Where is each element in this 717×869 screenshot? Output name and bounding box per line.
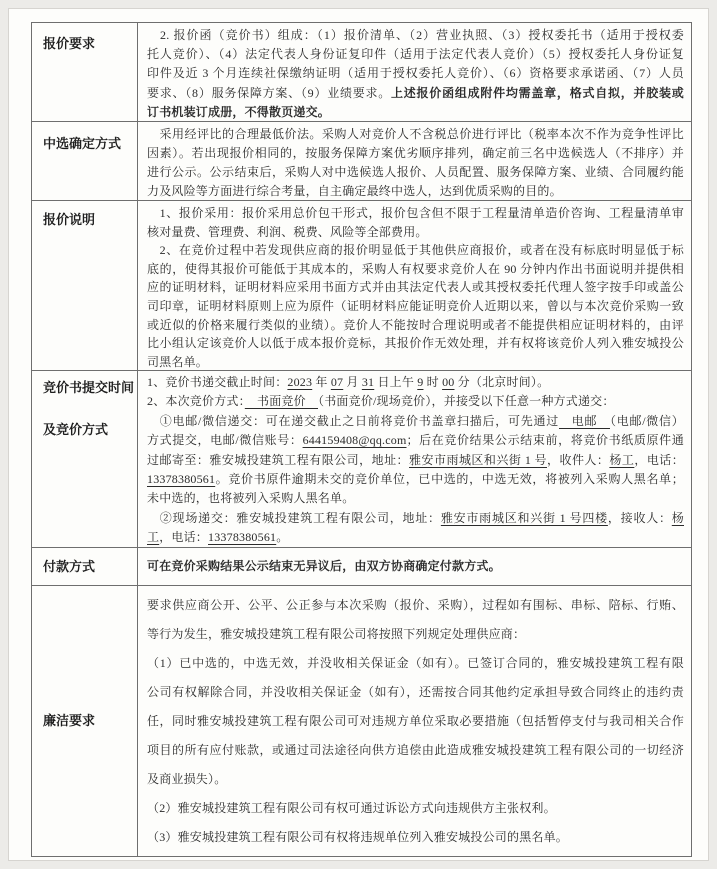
- row-content-cell: [138, 201, 691, 370]
- text-segment: 进行公示。公示结束后，采购人对中选候选人报价、人员配置、服务保障方案、业绩、合同履约能: [147, 165, 684, 179]
- row-content-cell: [138, 23, 691, 121]
- text-segment: 13378380561: [147, 471, 216, 486]
- text-segment: 雅安市雨城区和兴街 1 号四楼: [440, 510, 608, 525]
- row-content-cell: [138, 586, 691, 856]
- content-line: [147, 353, 684, 370]
- content-line: [147, 794, 684, 823]
- text-segment: 2. 报价函（竞价书）组成：（1）报价清单、（2）营业执照、（3）授权委托书（适用于授权委: [147, 28, 684, 42]
- row-label-cell: [32, 371, 138, 547]
- text-segment: 力及风险等方面进行综合考量，自主确定最终中选人，达到优质采购的目的。: [147, 184, 562, 198]
- text-segment: 00: [442, 375, 455, 389]
- text-segment: ，收件人：: [546, 452, 610, 467]
- row-content-cell: [138, 548, 691, 585]
- content-line: [147, 204, 684, 223]
- text-segment: 托人竞价）、（4）法定代表人身份证复印件（适用于法定代表人竞价）（5）授权委托人身份证复: [147, 47, 684, 62]
- text-segment: ②现场递交：雅安城投建筑工程有限公司，地址：: [147, 510, 441, 525]
- text-segment: 工: [147, 530, 160, 545]
- table-row: [32, 23, 691, 122]
- document-page: [8, 8, 709, 861]
- content-line: [147, 103, 684, 121]
- content-line: [147, 316, 684, 335]
- row-label: 及竞价方式: [43, 422, 109, 437]
- row-label: 报价说明: [43, 212, 96, 227]
- text-segment: （书面竞价/现场竞价），并接受以下任意一种方式递交：: [318, 394, 615, 409]
- content-line: [147, 528, 684, 547]
- row-content-cell: [138, 371, 691, 547]
- text-segment: 。: [276, 530, 289, 545]
- content-line: [147, 223, 684, 242]
- text-segment: 杨: [671, 510, 684, 525]
- content-line: [147, 765, 684, 794]
- text-segment: 9: [417, 375, 424, 389]
- content-line: [147, 297, 684, 316]
- text-segment: ，电话：: [159, 530, 209, 545]
- text-segment: 要求供应商公开、公平、公正参与本次采购（报价、采购），过程如有围标、串标、陪标、行贿、: [147, 598, 684, 612]
- text-segment: 应的证明材料，证明材料应采用书面方式并由其法定代表人或其授权委托代理人签字按手印或盖公: [147, 280, 684, 295]
- row-label-cell: [32, 23, 138, 121]
- content-line: [147, 64, 684, 83]
- content-line: [147, 509, 684, 528]
- content-line: [147, 412, 684, 431]
- text-segment: 31: [361, 375, 375, 389]
- text-segment: 月: [343, 375, 362, 389]
- text-segment: 方式提交，电邮/微信账号：: [147, 433, 303, 448]
- text-segment: 2、在竞价过程中若发现供应商的报价明显低于其他供应商报价，或者在没有标底时明显低于标: [147, 243, 684, 258]
- row-label-cell: [32, 201, 138, 370]
- content-line: [147, 392, 684, 411]
- content-line: [147, 334, 684, 353]
- text-segment: 过邮寄至：雅安城投建筑工程有限公司，地址：: [147, 452, 410, 467]
- table-row: [32, 201, 691, 371]
- text-segment: 2、本次竞价方式：: [147, 394, 245, 409]
- text-segment: 司黑名单。: [147, 354, 209, 369]
- text-segment: 比小组认定该竞价人以低于成本报价竞标，其报价作无效处理，并有权将该竞价人列入雅安城投公: [147, 336, 684, 351]
- text-segment: 印件及近 3 个月连续社保缴纳证明（适用于授权委托人竞价）、（6）资格要求承诺函、（7）人员: [147, 66, 684, 81]
- text-segment: 司印章，证明材料原则上应为原件（证明材料应能证明竞价人近期以来，曾以与本次竞价采购一致: [147, 298, 684, 313]
- content-line: [147, 373, 684, 392]
- table-row: [32, 548, 691, 586]
- text-segment: 核对量费、管理费、利润、税费、风险等全部费用。: [147, 224, 428, 239]
- row-label-cell: [32, 586, 138, 856]
- content-line: [147, 678, 684, 707]
- text-segment: 要求、（8）服务保障方案、（9）业绩要求。: [147, 85, 392, 100]
- content-line: [147, 620, 684, 649]
- row-content-cell: [138, 122, 691, 200]
- text-segment: 任，同时雅安城投建筑工程有限公司可对违规方单位采取必要措施（包括暂停支付与我司相关合作: [147, 714, 684, 728]
- text-segment: 可在竞价采购结果公示结束无异议后，由双方协商确定付款方式。: [147, 559, 501, 573]
- text-segment: ①电邮/微信递交：可在递交截止之日前将竞价书盖章扫描后，可先通过: [147, 413, 559, 428]
- content-line: [147, 736, 684, 765]
- text-segment: 13378380561: [208, 530, 277, 545]
- text-segment: ；后在竞价结果公示结束前，将竞价书纸质原件通: [406, 433, 684, 448]
- text-segment: 2023: [287, 375, 313, 389]
- row-label: 中选确定方式: [43, 136, 122, 151]
- text-segment: 项目的所有应付账款，或通过司法途径向供方追偿由此造成雅安城投建筑工程有限公司的一切经济: [147, 743, 684, 757]
- content-line: [147, 489, 684, 508]
- content-line: [147, 707, 684, 736]
- row-label: 廉洁要求: [43, 713, 96, 728]
- text-segment: 上述报价函组成附件均需盖章，格式自拟，并胶装或: [391, 85, 684, 100]
- text-segment: （2）雅安城投建筑工程有限公司有权可通过诉讼方式向违规供方主张权利。: [147, 801, 556, 815]
- content-line: [147, 556, 684, 576]
- text-segment: 及商业损失）。: [147, 772, 227, 786]
- text-segment: 07: [330, 375, 344, 389]
- text-segment: ，电话：: [634, 452, 684, 467]
- content-line: [147, 163, 684, 182]
- row-label: 报价要求: [43, 36, 96, 51]
- text-segment: 分（北京时间）。: [454, 375, 550, 389]
- content-line: [147, 591, 684, 620]
- content-line: [147, 260, 684, 279]
- text-segment: 因素）。若出现报价相同的，按服务保障方案优劣顺序排列，确定前三名中选候选人（不排序）并: [147, 146, 684, 160]
- text-segment: ，接收人：: [607, 510, 672, 525]
- text-segment: 644159408@qq.com: [302, 433, 407, 448]
- text-segment: 时: [423, 375, 443, 389]
- text-segment: 等行为发生，雅安城投建筑工程有限公司将按照下列规定处理供应商：: [147, 627, 526, 641]
- text-segment: 日上午: [374, 375, 418, 389]
- row-label: 竞价书提交时间: [43, 380, 135, 395]
- content-line: [147, 278, 684, 297]
- content-line: [147, 144, 684, 163]
- content-line: [147, 431, 684, 450]
- text-segment: 1、竞价书递交截止时间：: [147, 375, 288, 389]
- text-segment: 公司有权解除合同，并没收相关保证金（如有），还需按合同其他约定承担导致合同终止的违约责: [147, 685, 684, 699]
- text-segment: 。竞价书原件逾期未交的竞价单位，已中选的，中选无效，将被列入采购人黑名单；: [215, 471, 684, 486]
- text-segment: 书面竞价: [244, 394, 319, 409]
- content-line: [147, 182, 684, 200]
- content-line: [147, 125, 684, 144]
- text-segment: 杨工: [609, 452, 635, 467]
- table-row: [32, 586, 691, 856]
- text-segment: 年: [312, 375, 331, 389]
- content-line: [147, 26, 684, 45]
- text-segment: 或近似的价格来履行类似的业绩）。竞价人不能按时合理说明或者不能提供相应证明材料的，由评: [147, 317, 684, 332]
- content-line: [147, 241, 684, 260]
- text-segment: 电邮: [558, 413, 610, 428]
- text-segment: 订书机装订成册，不得散页递交。: [147, 104, 331, 119]
- table-row: [32, 122, 691, 201]
- row-label-cell: [32, 122, 138, 200]
- text-segment: （3）雅安城投建筑工程有限公司有权将违规单位列入雅安城投公司的黑名单。: [147, 830, 569, 844]
- text-segment: 采用经评比的合理最低价法。采购人对竞价人不含税总价进行评比（税率本次不作为竞争性评比: [147, 127, 684, 141]
- requirements-table: [31, 22, 692, 857]
- text-segment: 1、报价采用：报价采用总价包干形式，报价包含但不限于工程量清单造价咨询、工程量清单审: [147, 206, 684, 220]
- content-line: [147, 84, 684, 103]
- table-row: [32, 371, 691, 548]
- text-segment: 未中选的，也将被列入采购人黑名单。: [147, 491, 355, 506]
- text-segment: （1）已中选的，中选无效，并没收相关保证金（如有）。已签订合同的，雅安城投建筑工程有限: [147, 656, 684, 670]
- content-line: [147, 649, 684, 678]
- row-label-cell: [32, 548, 138, 585]
- text-segment: 底的，使得其报价可能低于其成本的，采购人有权要求竞价人在 90 分钟内作出书面说明并提供相: [147, 261, 684, 276]
- content-line: [147, 470, 684, 489]
- row-label: 付款方式: [43, 558, 96, 574]
- content-line: [147, 451, 684, 470]
- content-line: [147, 45, 684, 64]
- content-line: [147, 823, 684, 852]
- text-segment: 雅安市雨城区和兴街 1 号: [409, 452, 547, 467]
- text-segment: （电邮/微信）: [609, 413, 684, 428]
